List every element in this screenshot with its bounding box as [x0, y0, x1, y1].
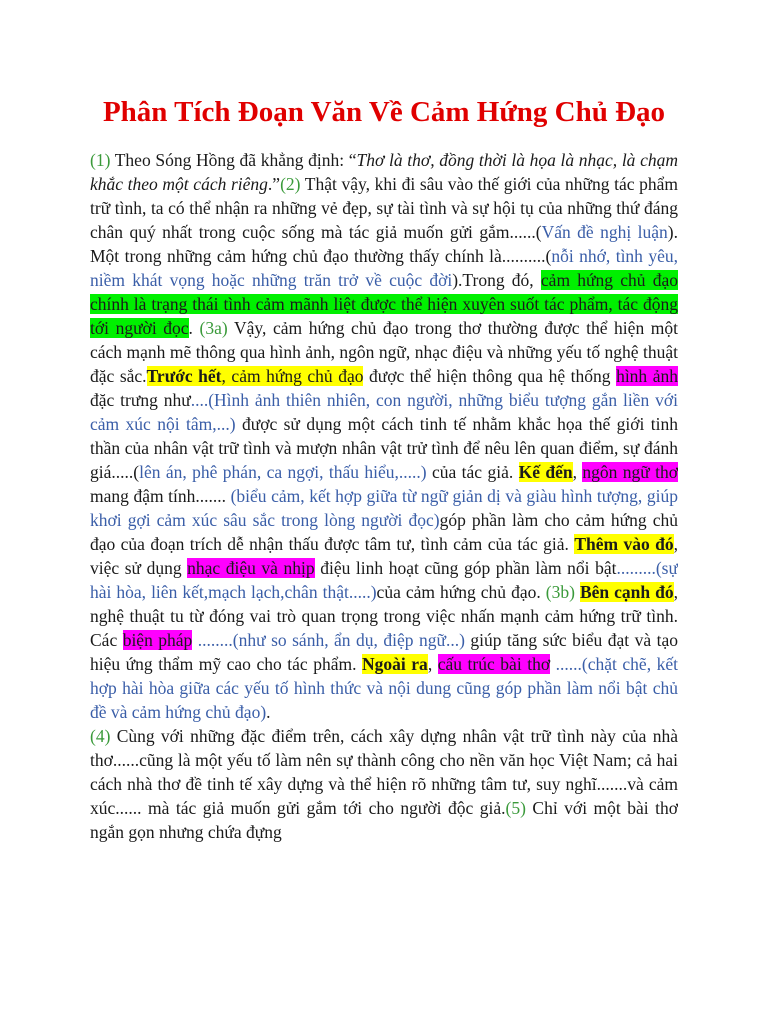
marker-3b: (3b) — [545, 582, 575, 602]
highlight-yellow: Thêm vào đó — [574, 534, 674, 554]
note-text: ........(như so sánh, ẩn dụ, điệp ngữ...) — [192, 630, 465, 650]
text-segment: được thể hiện thông qua hệ thống — [363, 366, 617, 386]
text-segment: của cảm hứng chủ đạo. — [376, 582, 546, 602]
text-segment: . — [266, 702, 271, 722]
marker-5: (5) — [505, 798, 526, 818]
text-segment: Theo Sóng Hồng đã khẳng định: “ — [110, 150, 357, 170]
text-segment: ).Trong đó, — [452, 270, 541, 290]
note-text: .........(sự hài hòa, liên kết,mạch lạch,chân thật.....) — [90, 558, 678, 602]
highlight-magenta: biện pháp — [122, 630, 193, 650]
note-text: ....(Hình ảnh thiên nhiên, con người, những biểu tượng gắn liền với cảm xúc nội tâm,...) — [90, 390, 678, 434]
analysis-paragraph — [90, 148, 678, 928]
text-segment: ). Một trong những cảm hứng chủ đạo thường thấy chính là..........( — [90, 222, 678, 266]
text-segment: của tác giả. — [426, 462, 519, 482]
text-segment: được sử dụng một cách tinh tế nhằm khắc họa thế giới tinh thần của nhân vật trữ tình và mượn nhân vật trử tình để nêu lên quan điểm, sự đánh giá.....( — [90, 414, 678, 482]
marker-3a: (3a) — [199, 318, 228, 338]
marker-1: (1) — [90, 150, 111, 170]
note-text: lên án, phê phán, ca ngợi, thấu hiểu,.....) — [139, 462, 427, 482]
text-segment: .” — [267, 174, 281, 194]
highlight-magenta: cấu trúc bài thơ — [437, 654, 551, 674]
highlight-magenta: hình ảnh — [616, 366, 678, 386]
marker-4: (4) — [90, 726, 111, 746]
highlight-magenta: ngôn ngữ thơ — [582, 462, 678, 482]
text-segment: . — [188, 318, 200, 338]
text-segment: , việc sử dụng — [90, 534, 678, 578]
text-segment: Vậy, cảm hứng chủ đạo trong thơ thường được thể hiện một cách mạnh mẽ thông qua hình ảnh, ngôn ngữ, nhạc điệu và những yếu tố nghệ thuật đặc sắc. — [90, 318, 678, 386]
text-segment: giúp tăng sức biểu đạt và tạo hiệu ứng thẩm mỹ cao cho tác phẩm. — [90, 630, 678, 674]
highlight-yellow: Kế đến — [518, 462, 573, 482]
text-segment: góp phần làm cho cảm hứng chủ đạo của đoạn trích dễ nhận thấu được tâm tư, tình cảm của tác giả. — [90, 510, 678, 554]
text-segment: Cùng với những đặc điểm trên, cách xây dựng nhân vật trữ tình này của nhà thơ......cũng là một yếu tố làm nên sự thành công cho nền văn học Việt Nam; cả hai cách nhà thơ đề tinh tế xây dựng và thể hiện rõ những tâm tư, suy nghĩ.......và cảm xúc...... mà tác giả muốn gửi gắm tới cho người độc giả. — [90, 726, 678, 818]
marker-2: (2) — [280, 174, 301, 194]
highlight-yellow: Ngoài ra — [362, 654, 428, 674]
text-segment: điệu linh hoạt cũng góp phần làm nổi bật — [314, 558, 617, 578]
page-title: Phân Tích Đoạn Văn Về Cảm Hứng Chủ Đạo — [102, 96, 666, 128]
note-text: nỗi nhớ, tình yêu, niềm khát vọng hoặc những trăn trở về cuộc đời — [90, 246, 678, 290]
highlight-yellow: , cảm hứng chủ đạo — [221, 366, 364, 386]
text-segment: , — [427, 654, 438, 674]
note-text: (biểu cảm, kết hợp giữa từ ngữ giản dị và giàu hình tượng, giúp khơi gợi cảm xúc sâu sắc trong lòng người đọc) — [90, 486, 678, 530]
highlight-magenta: nhạc điệu và nhịp — [187, 558, 315, 578]
text-segment: mang đậm tính....... — [90, 486, 231, 506]
note-text: Vấn đề nghị luận — [541, 222, 668, 242]
highlight-green: cảm hứng chủ đạo chính là trạng thái tình cảm mãnh liệt được thể hiện xuyên suốt tác phẩm, tác động tới người đọc — [90, 270, 678, 338]
text-segment: đặc trưng như — [90, 390, 191, 410]
highlight-yellow: Trước hết — [146, 366, 222, 386]
text-segment: , nghệ thuật tu từ đóng vai trò quan trọng trong việc nhấn mạnh cảm hứng trữ tình. Các — [90, 582, 678, 650]
quote-text: Thơ là thơ, đồng thời là họa là nhạc, là chạm khắc theo một cách riêng — [90, 150, 678, 194]
text-segment: Chỉ với một bài thơ ngắn gọn nhưng chứa đựng — [90, 798, 678, 842]
text-segment: Thật vậy, khi đi sâu vào thế giới của những tác phẩm trữ tình, ta có thể nhận ra những vẻ đẹp, sự tài tình và sự hội tụ của những thứ đáng chân quý nhất trong cuộc sống mà tác giả muốn gửi gắm......( — [90, 174, 678, 242]
highlight-yellow: Bên cạnh đó — [579, 582, 674, 602]
text-segment: , — [572, 462, 583, 482]
note-text: ......(chặt chẽ, kết hợp hài hòa giữa các yếu tố hình thức và nội dung cũng góp phần làm nổi bật chủ đề và cảm hứng chủ đạo) — [90, 654, 678, 722]
